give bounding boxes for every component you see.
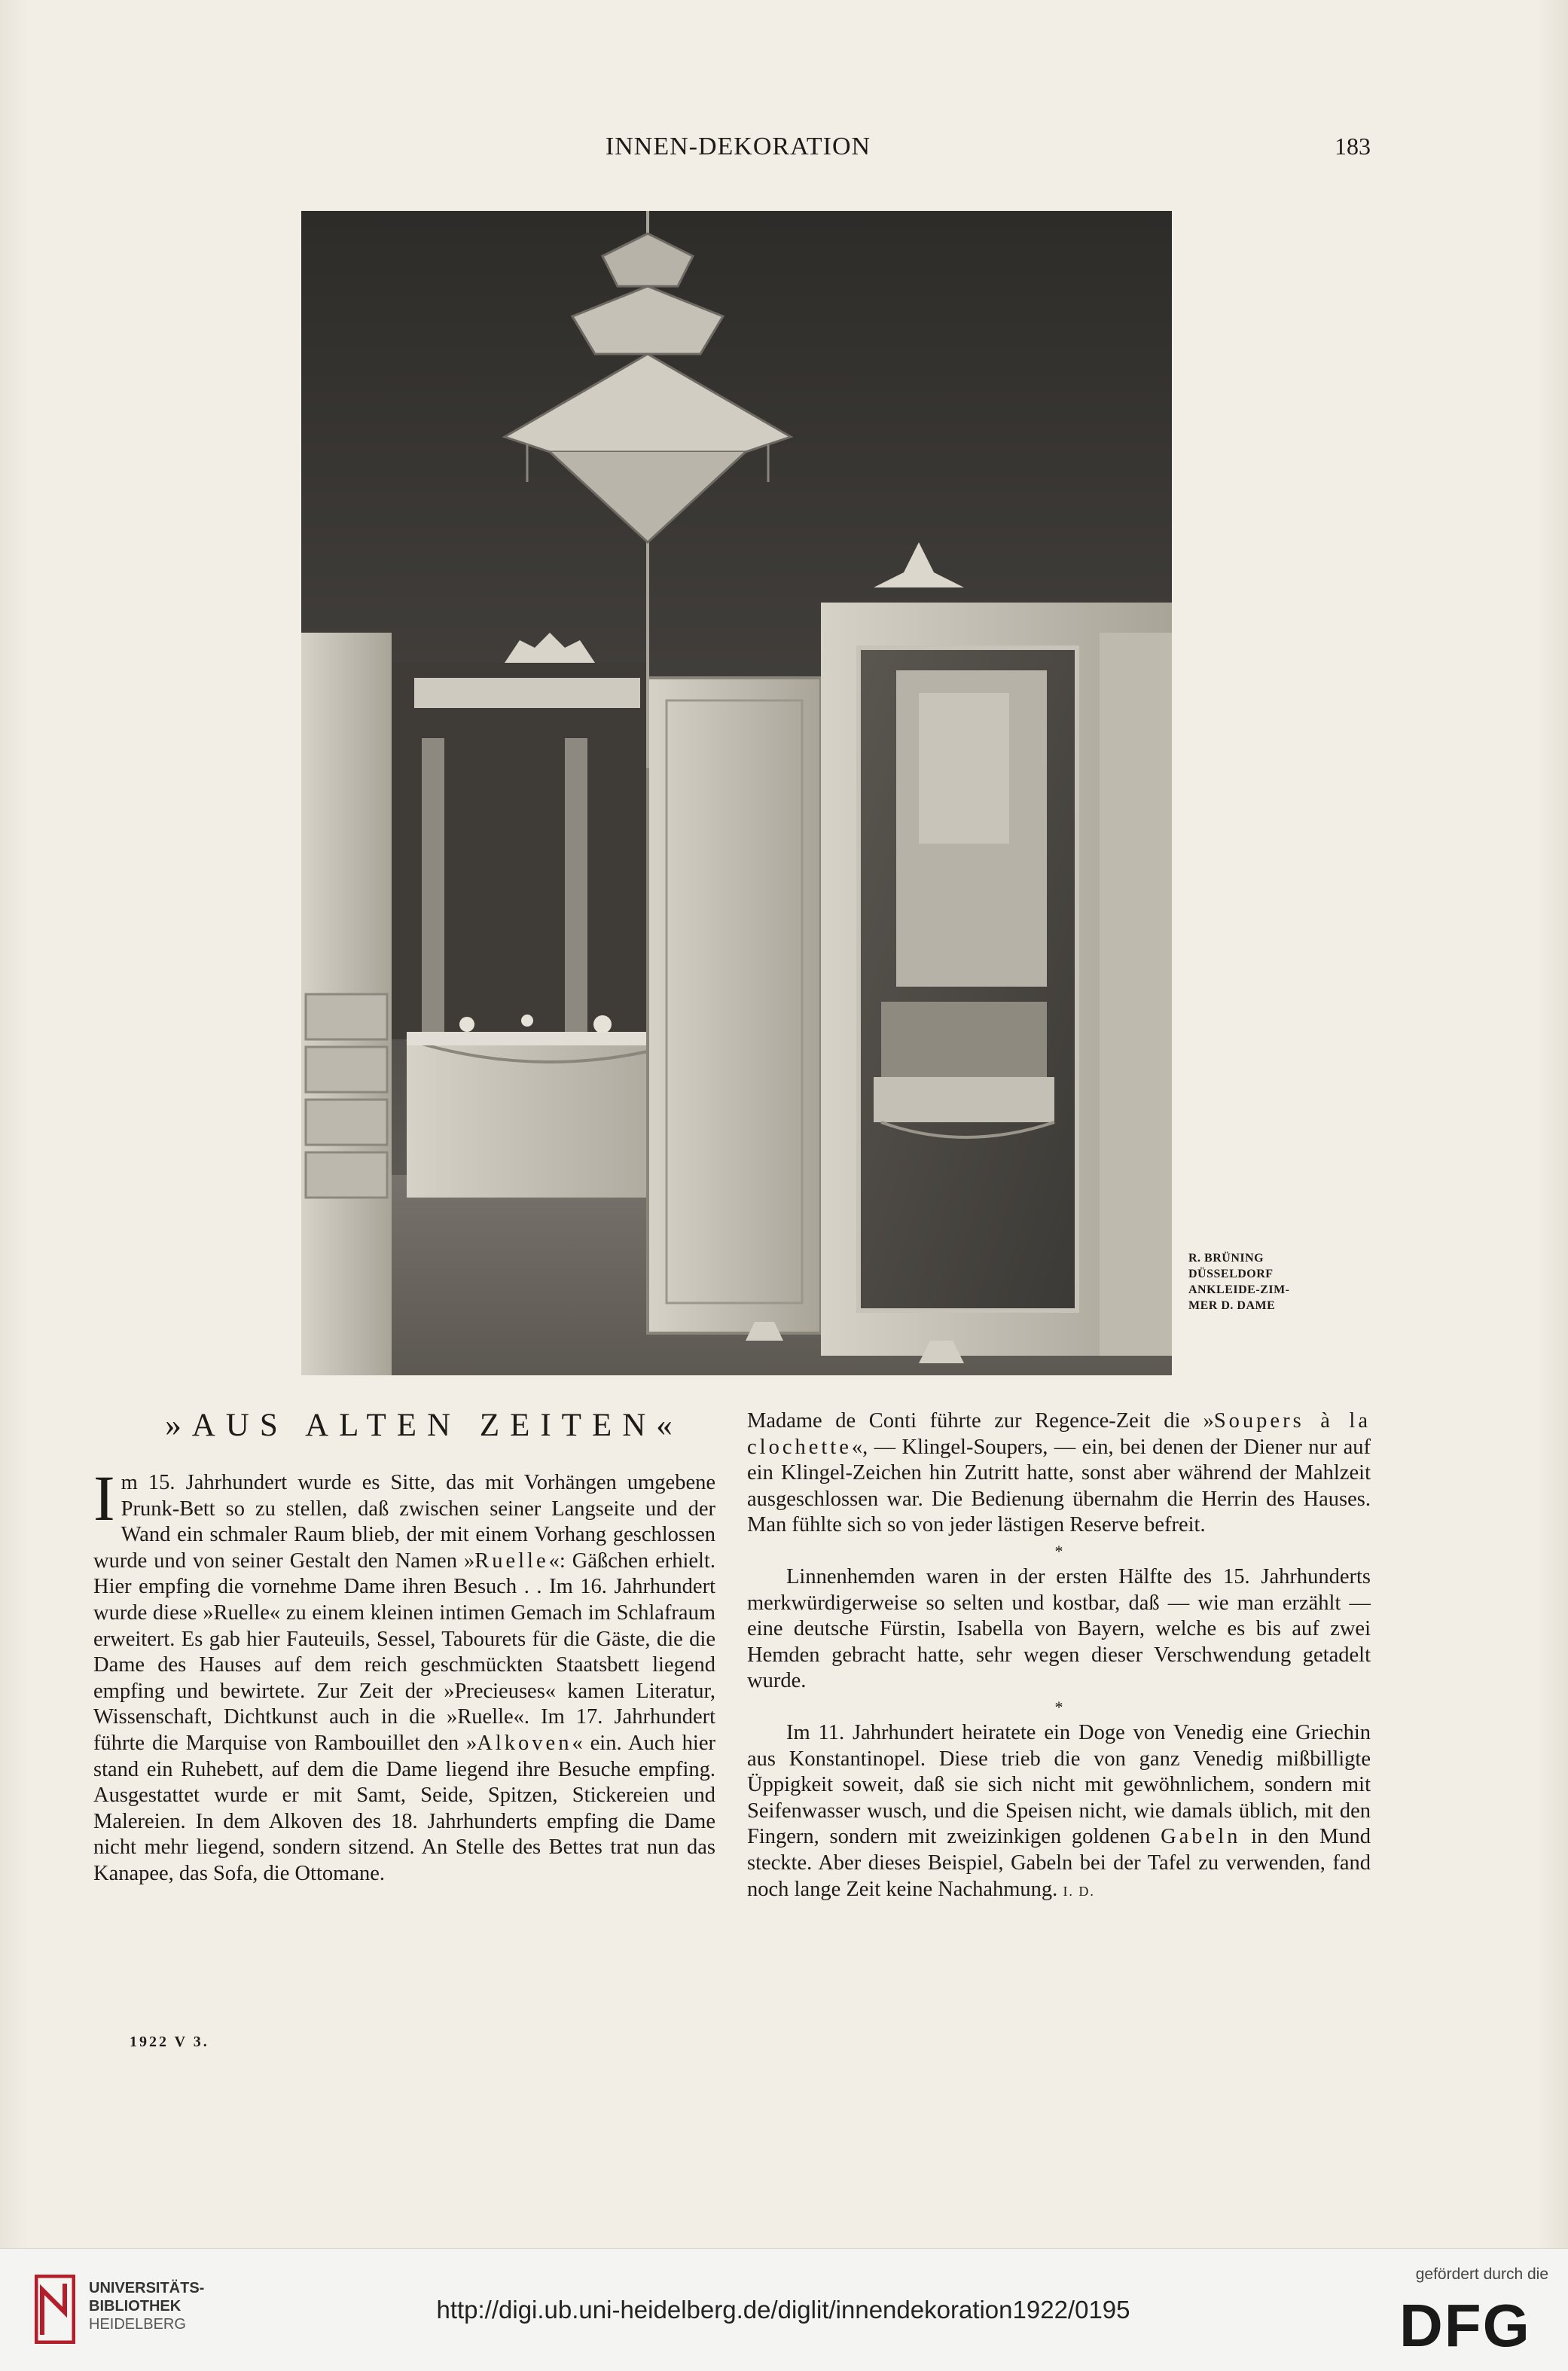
dfg-logo: DFG [1399, 2292, 1531, 2359]
spaced-term: Soupers à la clochette [747, 1409, 1371, 1459]
spaced-term: Alkoven [477, 1731, 572, 1755]
funded-by-label: gefördert durch die [1415, 2266, 1548, 2283]
paragraph: Madame de Conti führte zur Regence-Zeit die »Soupers à la clochette«, — Klingel-Soupers, — ein, bei denen der Diener nur auf ein Klingel-Zeichen hin Zutritt hatte, sonst aber während der Mahlzeit ausgeschlossen war. Die Bedienung übernahm die Herrin des Hauses. Man fühlte sich so von jeder lästigen Reserve befreit. [747, 1409, 1371, 1537]
drop-cap: I [93, 1462, 115, 1534]
university-library-logo-icon [35, 2275, 75, 2344]
library-name: UNIVERSITÄTS- BIBLIOTHEK HEIDELBERG [89, 2280, 205, 2333]
paragraph: Im 11. Jahrhundert heiratete ein Doge von Venedig eine Griechin aus Konstantinopel. Diese trieb die von ganz Venedig mißbilligte Üppigkeit soweit, daß sie sich nicht mit gewöhnlichem, sondern mit Seifenwasser wusch, und die Speisen nicht, wie damals üblich, mit den Fingern, sondern mit zweizinkigen goldenen Gabeln in den Mund steckte. Aber dieses Beispiel, Gabeln bei der Tafel zu verwenden, fand noch lange Zeit keine Nachahmung. I. D. [747, 1720, 1371, 1901]
dressing-room-illustration [301, 211, 1172, 1375]
source-url-link[interactable]: http://digi.ub.uni-heidelberg.de/diglit/innendekoration1922/0195 [436, 2296, 1130, 2324]
caption-line: DÜSSELDORF [1188, 1268, 1274, 1280]
volume-mark: 1922 V 3. [130, 2034, 209, 2050]
spaced-term: Gabeln [1161, 1825, 1241, 1849]
running-head: INNEN-DEKORATION [605, 133, 871, 160]
caption-line: MER D. DAME [1188, 1299, 1276, 1312]
paragraph: Linnenhemden waren in der ersten Hälfte des 15. Jahrhunderts merkwürdigerweise so selten und kostbar, daß — wie man erzählt — eine deutsche Fürstin, Isabella von Bayern, welche es bis auf zwei Hemden gebracht hatte, sehr wegen dieser Verschwendung getadelt wurde. [747, 1564, 1371, 1693]
interior-photograph [301, 211, 1172, 1375]
paragraph: Im 15. Jahrhundert wurde es Sitte, das mit Vorhängen umgebene Prunk-Bett so zu stellen, daß zwischen seiner Langseite und der Wand ein schmaler Raum blieb, der mit einem Vorhang geschlossen wurde und von seiner Gestalt den Namen »Ruelle«: Gäßchen erhielt. Hier empfing die vornehme Dame ihren Besuch . . Im 16. Jahrhundert wurde diese »Ruelle« zu einem kleinen intimen Gemach im Schlafraum erweitert. Es gab hier Fauteuils, Sessel, Tabourets für die Gäste, die die Dame des Hauses auf dem reich geschmückten Staatsbett liegend empfing und bewirtete. Zur Zeit der »Precieuses« kamen Literatur, Wissenschaft, Dichtkunst auch in die »Ruelle«. Im 17. Jahrhundert führte die Marquise von Rambouillet den »Alkoven« ein. Auch hier stand ein Ruhebett, auf dem die Dame liegend ihre Besuche empfing. Ausgestattet wurde er mit Samt, Seide, Spitzen, Stickereien und Malereien. In dem Alkoven des 18. Jahrhunderts empfing die Dame nicht mehr liegend, sondern sitzend. An Stelle des Bettes trat nun das Kanapee, das Sofa, die Ottomane. [93, 1462, 715, 1885]
digitization-footer [0, 2248, 1568, 2371]
article-title: »AUS ALTEN ZEITEN« [165, 1408, 683, 1443]
page-number: 183 [1335, 133, 1371, 160]
author-signature: I. D. [1063, 1883, 1095, 1899]
photo-caption [1188, 1250, 1316, 1314]
section-separator: * [1054, 1541, 1063, 1561]
spaced-term: Ruelle [474, 1549, 549, 1573]
caption-line: ANKLEIDE-ZIM- [1188, 1283, 1290, 1296]
caption-line: R. BRÜNING [1188, 1252, 1264, 1265]
right-column [747, 1408, 1371, 1904]
left-column [93, 1462, 715, 1887]
section-separator: * [1054, 1697, 1063, 1716]
